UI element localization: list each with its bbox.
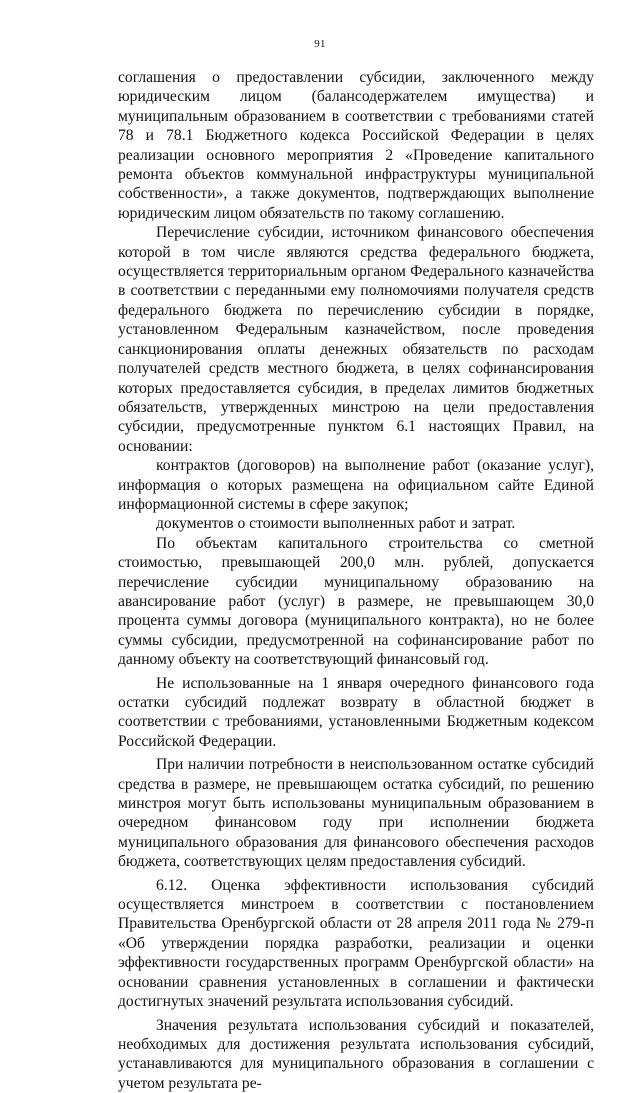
paragraph-advance-payment: По объектам капитального строительства со сметной стоимостью, превышающей 200,0 млн. рублей, допускается перечисление субсидии муниципальному образованию на авансирование работ (услуг) в размере, не превышающем 30,0 процента суммы договора (муниципального контракта), но не более суммы субсидии, предусмотренной на софинансирование работ по данному объекту на соответствующий финансовый год. xyxy=(118,534,594,670)
paragraph-efficiency-assessment: 6.12. Оценка эффективности использования субсидий осуществляется минстроем в соответствии с постановлением Правительства Оренбургской области от 28 апреля 2011 года № 279-п «Об утверждении порядка разработки, реализации и оценки эффективности государственных программ Оренбургской области» на основании сравнения установленных в соглашении и фактически достигнутых значений результата использования субсидий. xyxy=(118,876,594,1012)
paragraph-result-values: Значения результата использования субсидий и показателей, необходимых для достижения результата использования субсидий, устанавливаются для муниципального образования в соглашении с учетом результата ре- xyxy=(118,1016,594,1093)
paragraph-agreement-continuation: соглашения о предоставлении субсидии, заключенного между юридическим лицом (балансодержателем имущества) и муниципальным образованием в соответствии с требованиями статей 78 и 78.1 Бюджетного кодекса Российской Федерации в целях реализации основного мероприятия 2 «Проведение капитального ремонта объектов коммунальной инфраструктуры муниципальной собственности», а также документов, подтверждающих выполнение юридическим лицом обязательств по такому соглашению. xyxy=(118,68,594,223)
paragraph-subsidy-transfer: Перечисление субсидии, источником финансового обеспечения которой в том числе являются средства федерального бюджета, осуществляется территориальным органом Федерального казначейства в соответствии с переданными ему полномочиями получателя средств федерального бюджета по перечислению субсидии в порядке, установленном Федеральным казначейством, после проведения санкционирования оплаты денежных обязательств по расходам получателей средств местного бюджета, в целях софинансирования которых предоставляется субсидия, в пределах лимитов бюджетных обязательств, утвержденных минстрою на цели предоставления субсидии, предусмотренные пунктом 6.1 настоящих Правил, на основании: xyxy=(118,223,594,456)
document-body xyxy=(118,68,594,1093)
paragraph-cost-documents: документов о стоимости выполненных работ и затрат. xyxy=(118,514,594,533)
page-number: 91 xyxy=(0,38,640,50)
paragraph-contracts: контрактов (договоров) на выполнение работ (оказание услуг), информация о которых размещена на официальном сайте Единой информационной системы в сфере закупок; xyxy=(118,456,594,514)
paragraph-unused-balances: Не использованные на 1 января очередного финансового года остатки субсидий подлежат возврату в областной бюджет в соответствии с требованиями, установленными Бюджетным кодексом Российской Федерации. xyxy=(118,674,594,752)
paragraph-balance-use: При наличии потребности в неиспользованном остатке субсидий средства в размере, не превышающем остатка субсидий, по решению минстроя могут быть использованы муниципальным образованием в очередном финансовом году при исполнении бюджета муниципального образования для финансового обеспечения расходов бюджета, соответствующих целям предоставления субсидий. xyxy=(118,755,594,871)
